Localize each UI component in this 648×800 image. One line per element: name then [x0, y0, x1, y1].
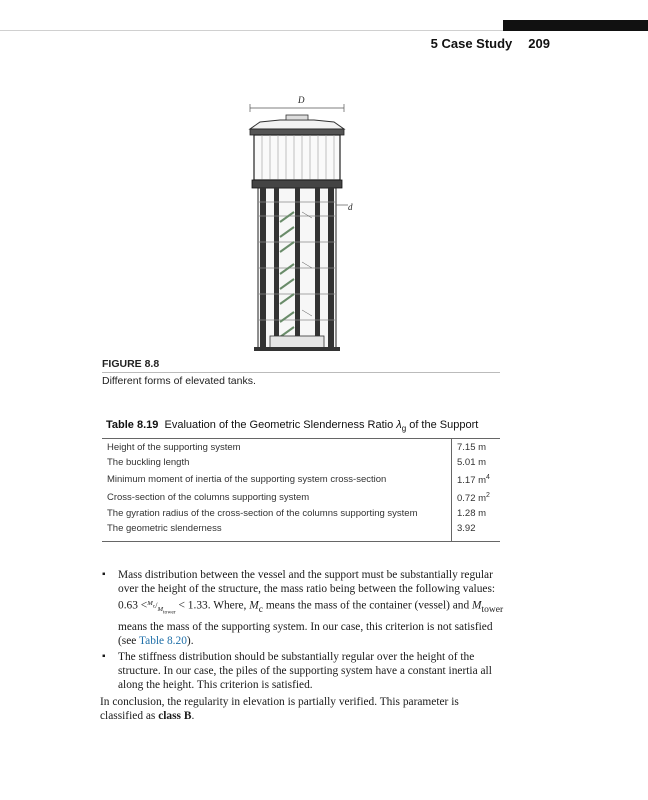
chapter-title: 5 Case Study [430, 36, 513, 51]
text-run: means the mass of the supporting system. In our case, this criterion is not satisfied (see [118, 620, 493, 648]
figure-caption-rule [102, 372, 500, 373]
table-label: Table 8.19 [106, 419, 159, 431]
row-label: The buckling length [107, 457, 190, 468]
dimension-d-label: D [298, 95, 305, 105]
page-number: 209 [528, 36, 550, 51]
tank-rim [250, 129, 344, 135]
fraction-denominator: M [157, 606, 164, 614]
table-row [102, 522, 500, 542]
criteria-list [100, 568, 504, 694]
table-8-20-link[interactable]: Table 8.20 [138, 635, 187, 648]
fraction-denominator-sub: tower [163, 609, 176, 616]
running-header [431, 36, 550, 51]
row-label: Minimum moment of inertia of the supporting system cross-section [107, 473, 387, 485]
row-value: 1.17 m [457, 475, 487, 487]
table-row [102, 456, 500, 471]
figure-caption: Different forms of elevated tanks. [102, 375, 256, 387]
mass-ratio-fraction: $^{M_c}/_{M_{tower}}$ [147, 599, 176, 616]
row-label: Cross-section of the columns supporting system [107, 491, 310, 503]
table-row [102, 507, 500, 522]
conclusion-end: . [191, 710, 195, 723]
row-value: 5.01 m [452, 456, 501, 471]
text-run: means the mass of the container (vessel) and [262, 599, 473, 612]
table-title-subscript: g [401, 424, 407, 434]
slenderness-table [102, 438, 500, 542]
elevated-tank-figure [240, 92, 370, 354]
symbol-mtower-sub: tower [481, 604, 504, 615]
list-item-mass-distribution [100, 568, 504, 649]
row-value-cell [452, 471, 501, 489]
row-value-cell [452, 489, 501, 507]
text-run: < 1.33. Where, [175, 599, 250, 612]
symbol-mtower: M [472, 599, 482, 612]
tank-roof [250, 120, 344, 129]
fraction-numerator: M [147, 599, 153, 607]
dimension-small-d-label: d [348, 202, 353, 212]
row-value-exponent: 2 [486, 492, 490, 500]
table-row [102, 439, 500, 456]
row-value-exponent: 4 [486, 474, 490, 481]
figure-label: FIGURE 8.8 [102, 358, 160, 370]
table-caption [106, 419, 478, 433]
row-value: 0.72 m [457, 493, 487, 505]
tank-vessel [254, 135, 340, 180]
row-label: Height of the supporting system [107, 442, 241, 453]
list-item-stiffness-distribution: ▪ The stiffness distribution should be substantially regular over the height of the structure. In our case, the piles of the supporting system have a constant inertia all along the height. This criterion is satisfied. [100, 650, 504, 693]
conclusion-text: In conclusion, the regularity in elevation is partially verified. This parameter is classified as [100, 696, 459, 723]
conclusion-class: class B [158, 710, 192, 723]
conclusion-paragraph [100, 695, 504, 724]
fraction-numerator-sub: c [152, 603, 156, 610]
row-label: The geometric slenderness [107, 523, 222, 535]
row-value: 7.15 m [452, 439, 501, 456]
symbol-mc: M [249, 599, 259, 612]
row-label: The gyration radius of the cross-section of the columns supporting system [107, 508, 418, 520]
table-title-symbol: λ [396, 419, 402, 431]
tower-door [270, 336, 324, 348]
table-title-suffix: of the Support [406, 419, 479, 431]
table-row [102, 471, 500, 489]
symbol-mc-sub: c [258, 604, 263, 615]
row-value: 3.92 [452, 522, 501, 542]
table-title-prefix: Evaluation of the Geometric Slenderness Ratio [164, 419, 397, 431]
row-value: 1.28 m [452, 507, 501, 522]
tank-base-ring [252, 180, 342, 188]
header-bar [503, 20, 648, 31]
table-row [102, 489, 500, 507]
text-run: ). [186, 635, 194, 648]
text-run: Mass distribution between the vessel and the support must be substantially regular over the height of the structure, the mass ratio being between the following values: 0.63 < [118, 569, 496, 612]
